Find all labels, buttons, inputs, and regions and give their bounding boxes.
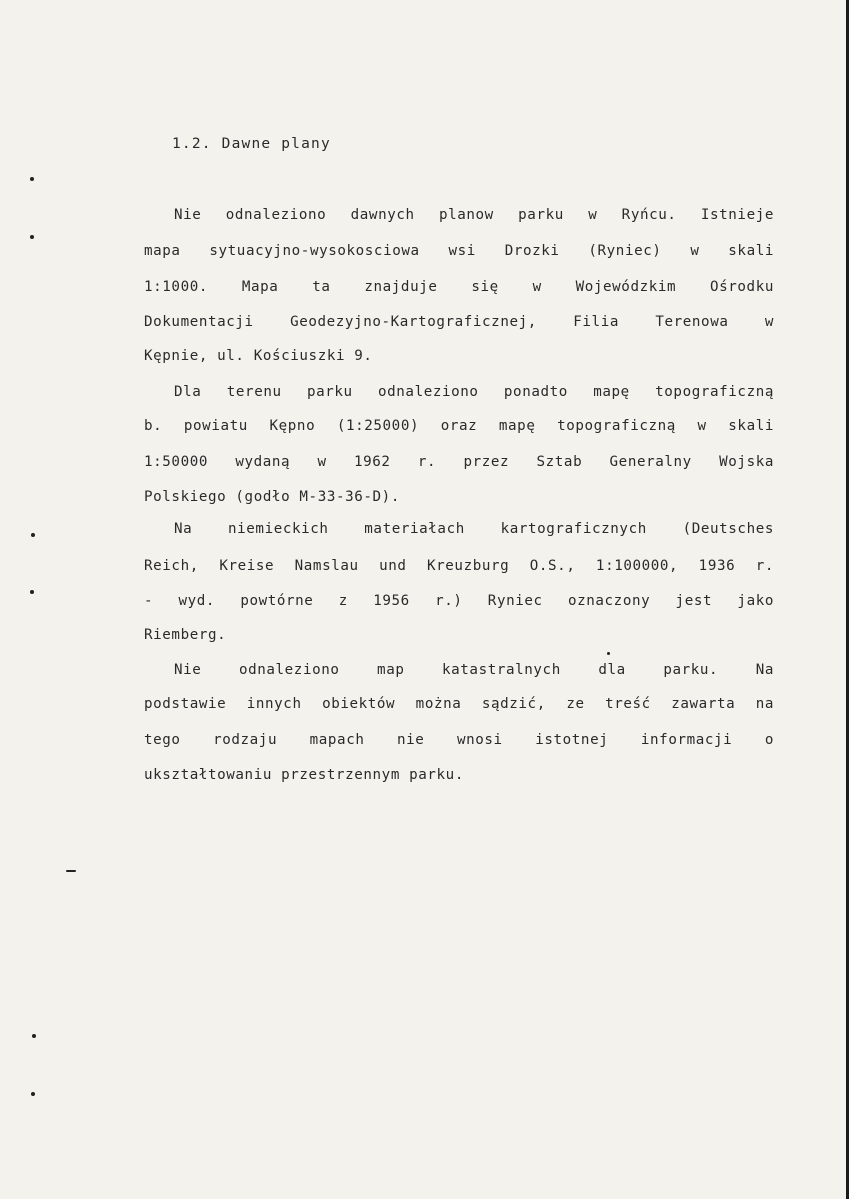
text-line: Riemberg. bbox=[144, 627, 227, 643]
text-line: 1:50000 wydaną w 1962 r. przez Sztab Generalny Wojska bbox=[144, 454, 774, 470]
scan-speck bbox=[607, 652, 610, 655]
scan-speck bbox=[30, 590, 34, 594]
scan-speck bbox=[30, 235, 34, 239]
text-line: podstawie innych obiektów można sądzić, ze treść zawarta na bbox=[144, 696, 774, 712]
scan-speck bbox=[32, 1034, 36, 1038]
text-line: tego rodzaju mapach nie wnosi istotnej informacji o bbox=[144, 732, 774, 748]
text-line: Nie odnaleziono map katastralnych dla parku. Na bbox=[174, 662, 774, 678]
text-line: ukształtowaniu przestrzennym parku. bbox=[144, 767, 464, 783]
text-line: mapa sytuacyjno-wysokosciowa wsi Drozki (Ryniec) w skali bbox=[144, 243, 774, 259]
text-line: 1:1000. Mapa ta znajduje się w Wojewódzkim Ośrodku bbox=[144, 279, 774, 295]
text-line: b. powiatu Kępno (1:25000) oraz mapę topograficzną w skali bbox=[144, 418, 774, 434]
text-line: Nie odnaleziono dawnych planow parku w Ryńcu. Istnieje bbox=[174, 207, 774, 223]
text-line: Na niemieckich materiałach kartograficznych (Deutsches bbox=[174, 521, 774, 537]
text-line: Dokumentacji Geodezyjno-Kartograficznej, Filia Terenowa w bbox=[144, 314, 774, 330]
text-line: Reich, Kreise Namslau und Kreuzburg O.S., 1:100000, 1936 r. bbox=[144, 558, 774, 574]
scan-speck bbox=[66, 870, 76, 872]
text-line: - wyd. powtórne z 1956 r.) Ryniec oznaczony jest jako bbox=[144, 593, 774, 609]
text-line: Dla terenu parku odnaleziono ponadto mapę topograficzną bbox=[174, 384, 774, 400]
text-line: Kępnie, ul. Kościuszki 9. bbox=[144, 348, 373, 364]
scan-speck bbox=[31, 1092, 35, 1096]
text-line: Polskiego (godło M-33-36-D). bbox=[144, 489, 400, 505]
section-heading: 1.2. Dawne plany bbox=[172, 136, 331, 152]
scan-speck bbox=[30, 177, 34, 181]
scan-speck bbox=[31, 533, 35, 537]
